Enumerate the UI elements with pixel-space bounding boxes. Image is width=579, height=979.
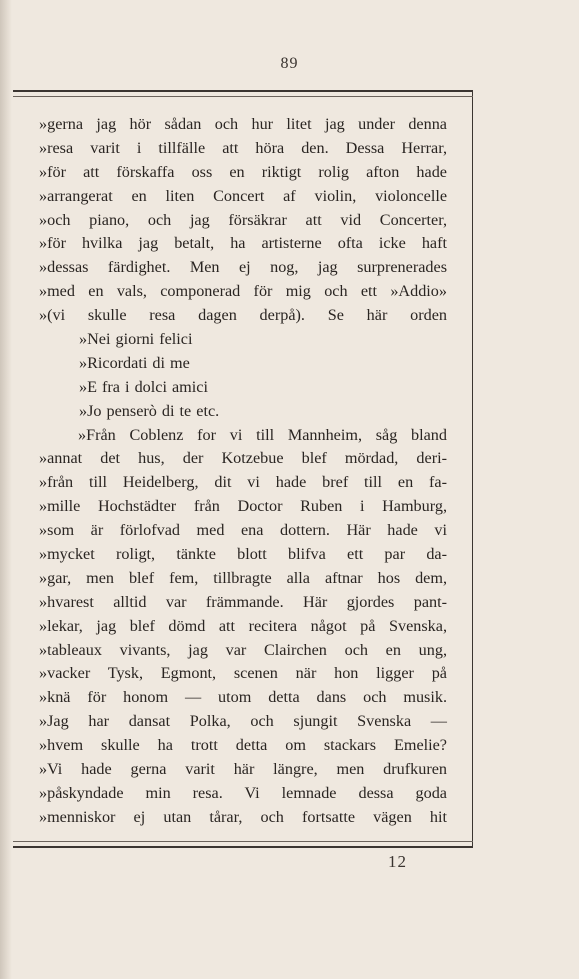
text-line: »och piano, och jag försäkrar att vid Concerter,: [39, 210, 447, 229]
text-line: »med en vals, componerad för mig och ett »Addio»: [39, 282, 447, 301]
text-line: »gerna jag hör sådan och hur litet jag under denna: [39, 115, 447, 133]
text-line: »gar, men blef fem, tillbragte alla aftnar hos dem,: [39, 568, 447, 587]
text-line: »dessas färdighet. Men ej nog, jag surprenerades: [39, 258, 447, 277]
text-line: »Vi hade gerna varit här längre, men drufkuren: [39, 760, 447, 779]
signature-mark: 12: [388, 852, 407, 871]
verse-line: »Nei giorni felici: [79, 330, 193, 349]
verse-line: »Jo penserò di te etc.: [79, 401, 220, 420]
text-line: »hvarest alltid var främmande. Här gjordes pant-: [39, 592, 447, 611]
text-line: »vacker Tysk, Egmont, scenen när hon ligger på: [39, 664, 447, 683]
page-gutter-shadow: [0, 0, 12, 979]
text-line: »arrangerat en liten Concert af violin, violoncelle: [39, 186, 447, 205]
text-line: »påskyndade min resa. Vi lemnade dessa goda: [39, 783, 447, 802]
text-line: »som är förlofvad med ena dottern. Här hade vi: [39, 521, 447, 540]
text-line: »(vi skulle resa dagen derpå). Se här orden: [39, 306, 447, 325]
verse-line: »E fra i dolci amici: [79, 377, 208, 396]
text-line: »Från Coblenz for vi till Mannheim, såg bland: [78, 425, 447, 444]
text-line: »för hvilka jag betalt, ha artisterne ofta icke haft: [39, 234, 447, 253]
text-line: »Jag har dansat Polka, och sjungit Svenska —: [39, 712, 447, 731]
text-line: »mycket roligt, tänkte blott blifva ett par da-: [39, 545, 447, 564]
text-line: »för att förskaffa oss en riktigt rolig afton hade: [39, 162, 447, 181]
text-line: »knä för honom — utom detta dans och musik.: [39, 688, 447, 707]
text-line: »från till Heidelberg, dit vi hade bref till en fa-: [39, 473, 447, 492]
text-line: »resa varit i tillfälle att höra den. Dessa Herrar,: [39, 138, 447, 157]
body-text: [39, 113, 447, 830]
text-line: »annat det hus, der Kotzebue blef mördad, deri-: [39, 449, 447, 468]
text-line: »tableaux vivants, jag var Clairchen och en ung,: [39, 640, 447, 659]
verse-line: »Ricordati di me: [79, 353, 190, 372]
text-line: »lekar, jag blef dömd att recitera något på Svenska,: [39, 616, 447, 635]
text-line: »hvem skulle ha trott detta om stackars Emelie?: [39, 736, 447, 755]
text-line: »menniskor ej utan tårar, och fortsatte vägen hit: [39, 807, 447, 826]
page-number: 89: [280, 55, 299, 72]
text-line: »mille Hochstädter från Doctor Ruben i Hamburg,: [39, 497, 447, 516]
